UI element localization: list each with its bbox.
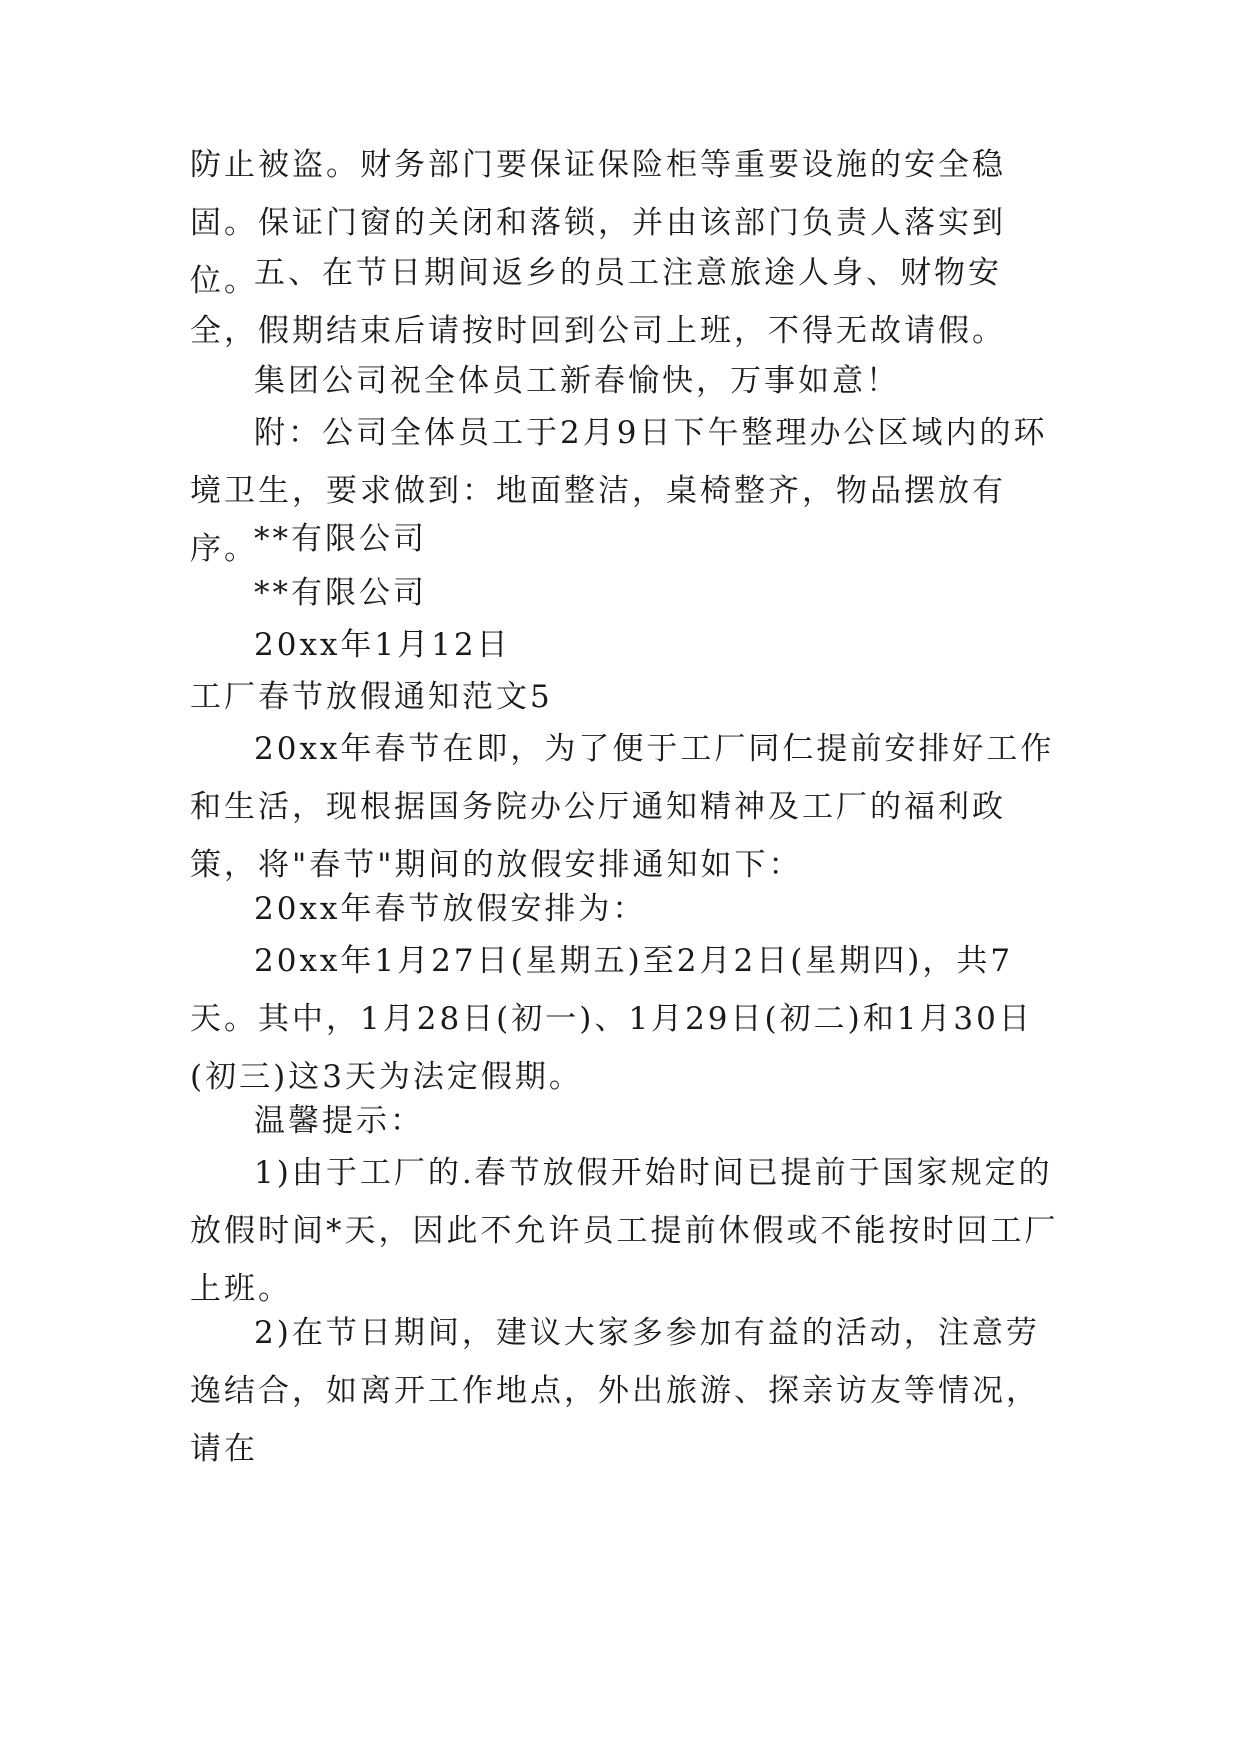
paragraph-intro: 20xx年春节在即，为了便于工厂同仁提前安排好工作和生活，现根据国务院办公厅通知精神及工厂的福利政策，将"春节"期间的放假安排通知如下： <box>190 731 1055 883</box>
paragraph-schedule-heading: 20xx年春节放假安排为： <box>254 891 647 927</box>
paragraph-safety-continued: 防止被盗。财务部门要保证保险柜等重要设施的安全稳固。保证门窗的关闭和落锁，并由该部门负责人落实到位。 <box>190 147 1006 299</box>
paragraph-item-five: 五、在节日期间返乡的员工注意旅途人身、财物安全，假期结束后请按时回到公司上班，不得无故请假。 <box>190 255 1006 349</box>
signature-company-2: **有限公司 <box>254 575 427 611</box>
paragraph-tip-2: 2)在节日期间，建议大家多参加有益的活动，注意劳逸结合，如离开工作地点，外出旅游、探亲访友等情况，请在 <box>190 1315 1040 1467</box>
paragraph-tip-1: 1)由于工厂的.春节放假开始时间已提前于国家规定的放假时间*天，因此不允许员工提前休假或不能按时回工厂上班。 <box>190 1155 1059 1307</box>
paragraph-schedule-detail: 20xx年1月27日(星期五)至2月2日(星期四)，共7天。其中，1月28日(初一)、1月29日(初二)和1月30日(初三)这3天为法定假期。 <box>190 943 1033 1095</box>
paragraph-tips-heading: 温馨提示： <box>254 1103 424 1139</box>
signature-company-1: **有限公司 <box>254 521 427 557</box>
paragraph-appendix: 附：公司全体员工于2月9日下午整理办公区域内的环境卫生，要求做到：地面整洁，桌椅整齐，物品摆放有序。 <box>190 415 1048 567</box>
paragraph-greeting: 集团公司祝全体员工新春愉快，万事如意！ <box>254 363 900 399</box>
sample-heading: 工厂春节放假通知范文5 <box>190 679 553 715</box>
signature-date: 20xx年1月12日 <box>254 627 511 663</box>
